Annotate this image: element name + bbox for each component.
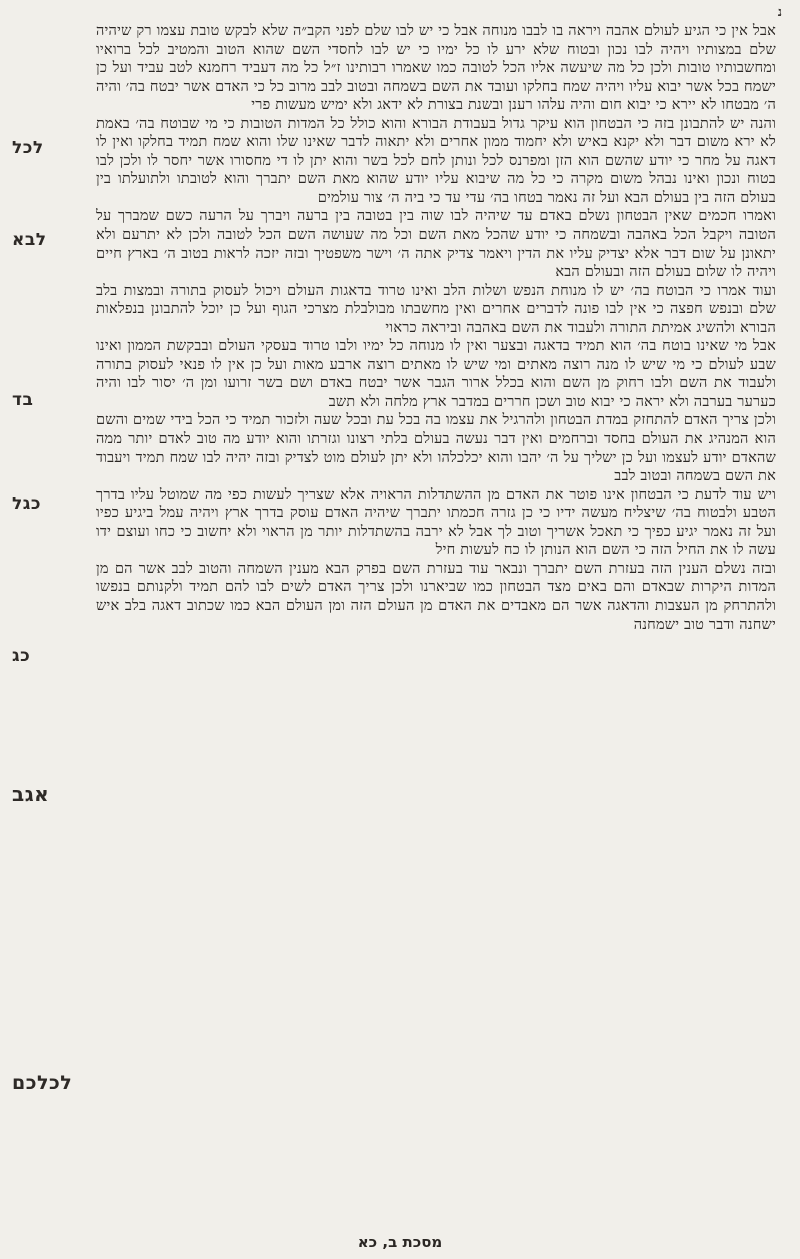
text-paragraph: ויש עוד לדעת כי הבטחון אינו פוטר את האדם מן ההשתדלות הראויה אלא שצריך לעשות כפי מה שמוטל עליו בדרך הטבע ולבטוח בה׳ שיצליח מעשה ידיו כי כן גזרה חכמתו יתברך שיהיה האדם עוסק בדרך ארץ ויהיה עמל ביגיע כפיו ועל זה נאמר יגיע כפיך כי תאכל אשריך וטוב לך אבל לא ירבה בהשתדלות יותר מן הראוי ולא יחשוב כי כחו ועוצם ידו עשה לו את החיל הזה כי השם הוא הנותן לו כח לעשות חיל (96, 486, 776, 559)
footer-title: מסכת ב, כא (357, 1233, 443, 1251)
margin-marker: בד (12, 390, 34, 410)
margin-marker: אגב (12, 782, 50, 806)
text-paragraph: והנה יש להתבונן בזה כי הבטחון הוא עיקר גדול בעבודת הבורא והוא כולל כל המדות הטובות כי מי שבוטח בה׳ באמת לא ירא משום דבר ולא יקנא באיש ולא יחמוד ממון אחרים ולא יתאוה לדבר שאינו שלו והוא שמח תמיד בחלקו ואין לו דאגה על מחר כי יודע שהשם הוא הזן ומפרנס לכל ונותן לחם לכל בשר והוא יתן לו די מחסורו אשר יחסר לו ולכן לבו בטוח ונכון ואינו נבהל משום מקרה כי כל מה שיבוא עליו יודע שהוא מאת השם יתברך והוא לטובתו ולתועלתו בין בעולם הזה בין בעולם הבא ועל זה נאמר בטחו בה׳ עדי עד כי ביה ה׳ צור עולמים (96, 115, 776, 206)
page-folio: נ (777, 5, 782, 20)
text-paragraph: ועוד אמרו כי הבוטח בה׳ יש לו מנוחת הנפש ושלות הלב ואינו טרוד בדאגות העולם ויכול לעסוק בתורה ובמצות בלב שלם ובנפש חפצה כי אין לבו פונה לדברים אחרים ואין מחשבתו מבולבלת מצרכי הגוף ועל כן יוכל להתבונן בנפלאות הבורא ולהשיג אמיתת התורה ולעבוד את השם באהבה וביראה כראוי (96, 282, 776, 336)
text-paragraph: ואמרו חכמים שאין הבטחון נשלם באדם עד שיהיה לבו שוה בין בטובה בין ברעה ויברך על הרעה כשם שמברך על הטובה ויקבל הכל באהבה ובשמחה כי יודע שהכל מאת השם וכל מה שעושה השם הכל לטובה ולכן לא יתרעם ולא יתאונן על שום דבר אלא יצדיק עליו את הדין ויאמר צדיק אתה ה׳ וישר משפטיך ובזה יזכה לראות בטוב ה׳ בארץ חיים ויהיה לו שלום בעולם הזה ובעולם הבא (96, 208, 776, 281)
text-paragraph: אבל מי שאינו בוטח בה׳ הוא תמיד בדאגה ובצער ואין לו מנוחה כל ימיו ולבו טרוד בעסקי העולם ובבקשת הממון ואינו שבע לעולם כי מי שיש לו מנה רוצה מאתים ומי שיש לו מאתים רוצה ארבע מאות ועל כן אין לו פנאי לעסוק בתורה ולעבוד את השם ולבו רחוק מן השם והוא בכלל ארור הגבר אשר יבטח באדם ושם בשר זרועו ומן ה׳ יסור לבו והיה כערער בערבה ולא יראה כי יבוא טוב ושכן חררים במדבר ארץ מלחה ולא תשב (96, 338, 776, 410)
main-text-column (96, 22, 776, 1217)
margin-marker: לבא (12, 230, 47, 250)
text-paragraph: ולכן צריך האדם להתחזק במדת הבטחון ולהרגיל את עצמו בה בכל עת ובכל שעה ולזכור תמיד כי הכל בידי שמים והשם הוא המנהיג את העולם בחסד וברחמים ואין דבר נעשה בעולם בלתי רצונו וגזרתו והוא יודע מה טוב לאדם יותר ממה שהאדם יודע לעצמו ועל כן ישליך על ה׳ יהבו והוא יכלכלהו ולא יתן לעולם מוט לצדיק ובזה יהיה לבו שמח תמיד ויעבוד את השם בשמחה ובטוב לבב (96, 412, 776, 485)
margin-marker: כג (12, 646, 31, 666)
margin-marker: לכל (12, 138, 44, 158)
margin-marker: כגל (12, 494, 42, 514)
text-paragraph: ובזה נשלם הענין הזה בעזרת השם יתברך ונבאר עוד בעזרת השם בפרק הבא מענין השמחה והטוב לבב אשר הם מן המדות היקרות שבאדם והם באים מצד הבטחון כמו שביארנו ולכן צריך האדם לשים לבו להם תמיד ולקנותם בנפשו ולהתרחק מן העצבות והדאגה אשר הם מאבדים את האדם מן העולם הזה ומן העולם הבא כמו שכתוב דאגה בלב איש ישחנה ודבר טוב ישמחנה (96, 560, 776, 633)
margin-marker: לכלכם (12, 1072, 73, 1094)
text-paragraph: אבל אין כי הגיע לעולם אהבה ויראה בו לבבו מנוחה אבל כי יש לבו שלם לפני הקב״ה שלא לבקש טובת עצמו רק שיהיה שלם במצותיו ויהיה לבו נכון ובטוח שלא ירע לו כל ימיו כי יש לבו לחסדי השם שהוא הטוב והמטיב לכל ברואיו ומחשבותיו טובות ולכן כל מה שיעשה אליו הכל לטובה כמו שאמרו רבותינו ז״ל כל מה דעביד רחמנא לטב עביד ועל כן ישמח בכל אשר יבוא עליו ויהיה שמח בחלקו ועובד את השם בשמחה ובטוב לבב מרוב כל כי האדם אשר יבטח בה׳ והיה ה׳ מבטחו לא יירא כי יבוא חום והיה עלהו רענן ובשנת בצורת לא ידאג ולא ימיש מעשות פרי (96, 23, 776, 114)
